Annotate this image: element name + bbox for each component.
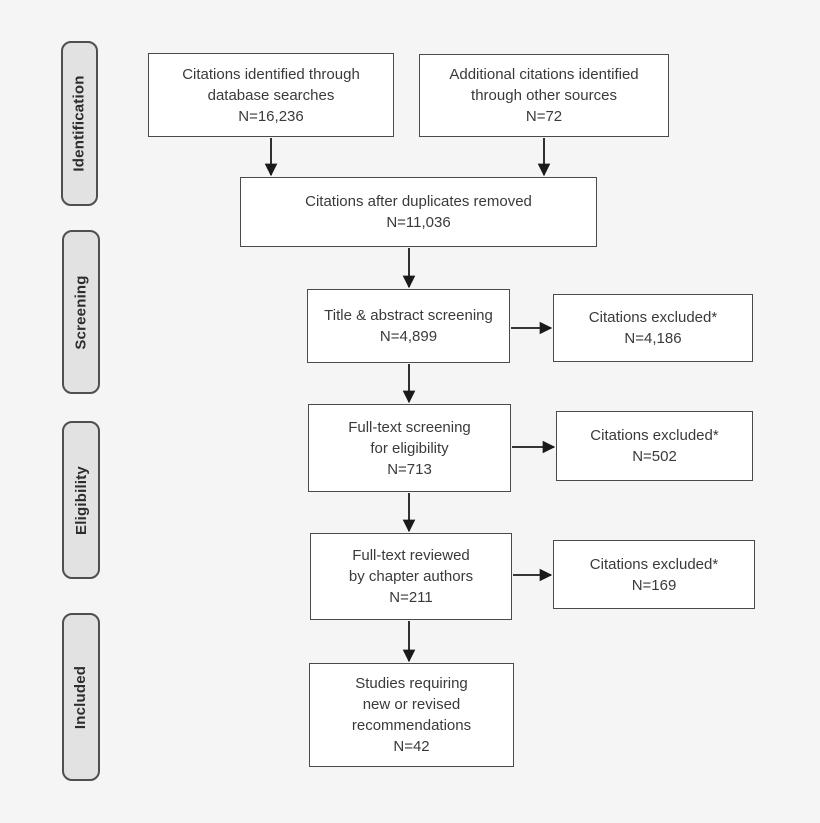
box-text: Full-text screening: [348, 418, 471, 436]
box-count: N=502: [632, 448, 677, 465]
box-text: Citations excluded*: [589, 555, 719, 573]
box-count: N=169: [631, 576, 677, 594]
box-text: Citations after duplicates removed: [305, 193, 532, 210]
box-database-searches: [148, 53, 394, 137]
box-text: by chapter authors: [348, 568, 474, 585]
stage-identification-label: Identification: [71, 75, 89, 172]
stage-screening-label: Screening: [72, 274, 90, 350]
stage-identification: [61, 41, 98, 206]
box-title-abstract-screening: [307, 289, 510, 363]
box-count: N=16,236: [238, 107, 304, 125]
stage-eligibility: [62, 421, 100, 579]
stage-screening: [62, 230, 100, 394]
box-count: N=42: [393, 738, 430, 755]
box-text: for eligibility: [370, 439, 449, 457]
box-count: N=211: [389, 589, 433, 606]
box-text: Title & abstract screening: [324, 307, 493, 324]
box-text: Citations excluded*: [590, 427, 719, 444]
box-count: N=72: [525, 108, 563, 125]
box-text: database searches: [207, 86, 335, 104]
box-text: through other sources: [471, 87, 617, 104]
box-count: N=4,899: [379, 328, 438, 345]
box-text: Studies requiring: [355, 675, 468, 692]
box-text: Citations identified through: [182, 65, 360, 83]
box-included-studies: [309, 663, 514, 767]
box-duplicates-removed: [240, 177, 597, 247]
box-count: N=11,036: [386, 214, 451, 231]
stage-eligibility-label: Eligibility: [72, 465, 90, 535]
box-text: Citations excluded*: [588, 309, 718, 326]
stage-included: [62, 613, 100, 781]
box-text: new or revised: [362, 696, 461, 713]
box-count: N=713: [387, 460, 432, 478]
box-excluded-fulltext: [556, 411, 753, 481]
box-fulltext-screening: [308, 404, 511, 492]
box-fulltext-reviewed: [310, 533, 512, 620]
box-text: Full-text reviewed: [352, 547, 470, 564]
box-other-sources: [419, 54, 669, 137]
box-count: N=4,186: [624, 330, 682, 347]
box-text: Additional citations identified: [449, 66, 639, 83]
box-excluded-reviewed: [553, 540, 755, 609]
box-excluded-title-abstract: [553, 294, 753, 362]
stage-included-label: Included: [72, 665, 90, 729]
box-text: recommendations: [351, 717, 472, 734]
